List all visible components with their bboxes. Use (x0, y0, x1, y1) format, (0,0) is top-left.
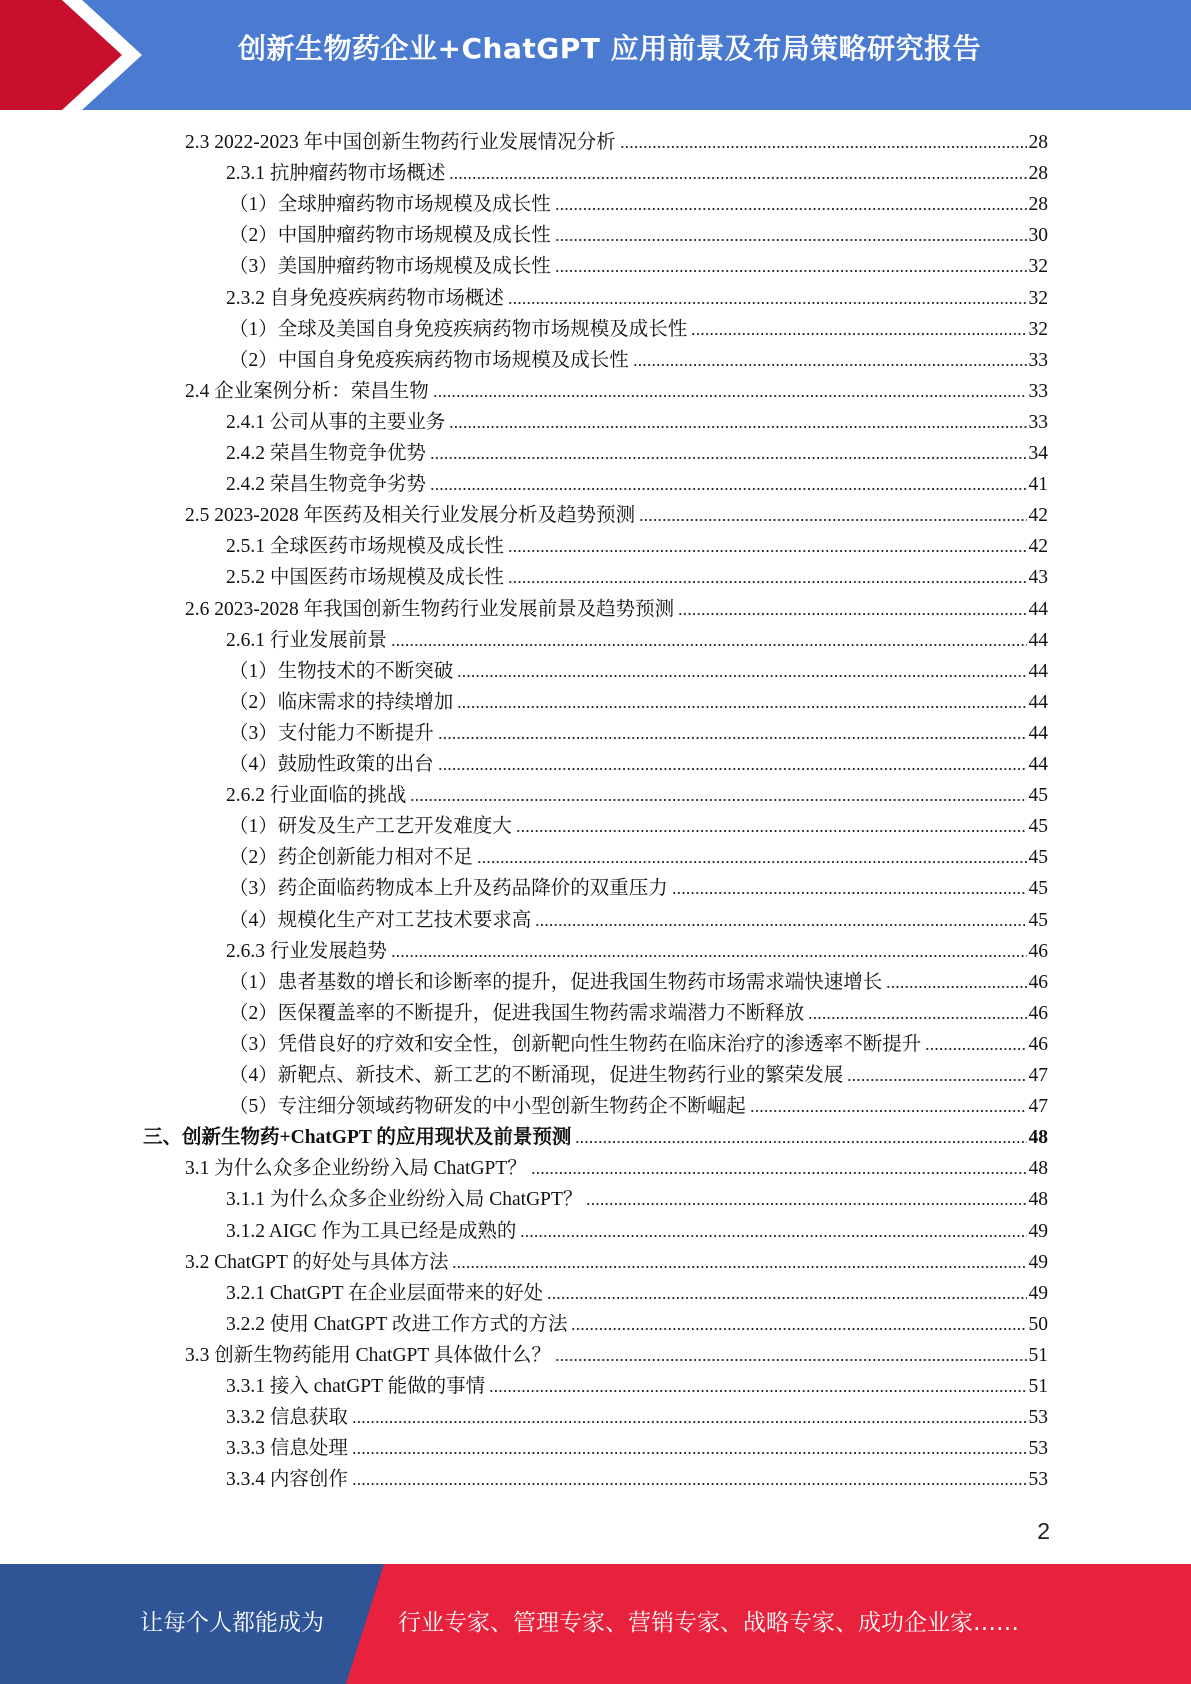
toc-entry-page: 46 (1028, 971, 1048, 993)
header-band (0, 0, 1191, 110)
toc-dot-leader (391, 953, 1027, 959)
toc-entry-title: 3.2.1 ChatGPT 在企业层面带来的好处 (226, 1282, 544, 1304)
toc-entry-title: 2.3.2 自身免疫疾病药物市场概述 (226, 287, 504, 309)
toc-dot-leader (847, 1077, 1026, 1083)
toc-entry-page: 45 (1028, 878, 1048, 900)
toc-entry-page: 28 (1028, 132, 1048, 153)
toc-entry[interactable] (226, 1308, 1048, 1339)
toc-entry-title: 2.6.1 行业发展前景 (226, 629, 387, 651)
toc-entry[interactable] (229, 655, 1048, 686)
toc-entry-title: 三、创新生物药+ChatGPT 的应用现状及前景预测 (143, 1127, 572, 1149)
toc-entry-title: 3.2 ChatGPT 的好处与具体方法 (185, 1251, 449, 1273)
toc-entry-title: （2）临床需求的持续增加 (229, 691, 454, 713)
toc-entry[interactable] (229, 250, 1048, 281)
toc-entry-page: 44 (1028, 629, 1048, 651)
toc-entry-title: 3.3.4 内容创作 (226, 1469, 348, 1491)
toc-entry[interactable] (226, 1401, 1048, 1432)
toc-entry-title: （2）中国肿瘤药物市场规模及成长性 (229, 225, 551, 247)
toc-dot-leader (678, 611, 1026, 617)
toc-entry-page: 44 (1028, 598, 1048, 620)
toc-dot-leader (438, 735, 1027, 741)
toc-entry-page: 32 (1028, 287, 1048, 309)
toc-entry-title: 2.4.2 荣昌生物竞争劣势 (226, 474, 426, 496)
toc-dot-leader (438, 766, 1027, 772)
toc-entry-page: 33 (1028, 380, 1048, 402)
toc-entry-page: 44 (1028, 754, 1048, 775)
toc-entry-title: 2.4 企业案例分析：荣昌生物 (185, 380, 429, 402)
toc-dot-leader (352, 1419, 1027, 1425)
toc-entry-title: （1）研发及生产工艺开发难度大 (229, 816, 512, 838)
toc-entry[interactable] (229, 686, 1048, 717)
toc-entry-page: 48 (1028, 1158, 1048, 1180)
toc-entry-title: 2.4.1 公司从事的主要业务 (226, 411, 446, 433)
toc-entry-title: 2.3.1 抗肿瘤药物市场概述 (226, 163, 446, 185)
toc-entry-title: 3.3 创新生物药能用 ChatGPT 具体做什么？ (185, 1344, 551, 1366)
toc-dot-leader (555, 1357, 1027, 1363)
toc-entry[interactable] (226, 437, 1048, 468)
page-number: 2 (1037, 1518, 1050, 1544)
toc-dot-leader (508, 300, 1027, 306)
toc-entry-page: 42 (1028, 536, 1048, 558)
toc-dot-leader (520, 1233, 1026, 1239)
toc-entry-title: 2.5 2023-2028 年医药及相关行业发展分析及趋势预测 (185, 505, 636, 527)
toc-entry-title: （2）医保覆盖率的不断提升，促进我国生物药需求端潜力不断释放 (229, 1002, 805, 1024)
header-red-block (0, 0, 122, 110)
toc-entry-page: 49 (1028, 1220, 1048, 1242)
toc-entry-title: （5）专注细分领域药物研发的中小型创新生物药企不断崛起 (229, 1096, 746, 1118)
toc-entry[interactable] (226, 157, 1048, 188)
toc-entry[interactable] (229, 966, 1048, 997)
toc-dot-leader (672, 890, 1027, 896)
toc-entry[interactable] (226, 530, 1048, 561)
toc-entry[interactable] (229, 872, 1048, 903)
footer-slogan-left: 让每个人都能成为 (140, 1610, 324, 1636)
toc-entry[interactable] (229, 313, 1048, 344)
toc-entry-title: 2.4.2 荣昌生物竞争优势 (226, 443, 426, 464)
toc-entry[interactable] (226, 935, 1048, 966)
toc-dot-leader (575, 1139, 1026, 1145)
toc-entry-page: 48 (1028, 1127, 1048, 1149)
toc-entry-page: 53 (1028, 1438, 1048, 1460)
toc-entry[interactable] (226, 1370, 1048, 1401)
toc-entry-title: （1）全球及美国自身免疫疾病药物市场规模及成长性 (229, 318, 688, 340)
toc-entry[interactable] (229, 188, 1048, 219)
toc-entry[interactable] (185, 375, 1048, 406)
toc-entry-title: （1）患者基数的增长和诊断率的提升，促进我国生物药市场需求端快速增长 (229, 971, 883, 993)
toc-dot-leader (457, 704, 1026, 710)
toc-entry-page: 44 (1028, 660, 1048, 682)
toc-dot-leader (535, 922, 1026, 928)
toc-entry-page: 45 (1028, 816, 1048, 838)
toc-entry-title: 2.5.2 中国医药市场规模及成长性 (226, 567, 504, 589)
toc-entry-title: （3）药企面临药物成本上升及药品降价的双重压力 (229, 878, 668, 900)
toc-entry[interactable] (226, 779, 1048, 810)
toc-entry[interactable] (226, 282, 1048, 313)
toc-entry-title: （2）中国自身免疫疾病药物市场规模及成长性 (229, 349, 629, 371)
toc-entry[interactable] (229, 1059, 1048, 1090)
toc-entry-page: 30 (1028, 225, 1048, 247)
footer-band (0, 1564, 1191, 1684)
toc-entry-page: 41 (1028, 474, 1048, 496)
toc-dot-leader (691, 331, 1026, 337)
toc-entry-title: 3.3.3 信息处理 (226, 1438, 348, 1460)
toc-dot-leader (352, 1450, 1027, 1456)
toc-entry-title: （1）生物技术的不断突破 (229, 660, 454, 682)
toc-entry-title: 3.2.2 使用 ChatGPT 改进工作方式的方法 (226, 1313, 568, 1335)
toc-entry[interactable] (229, 997, 1048, 1028)
toc-entry[interactable] (226, 1463, 1048, 1494)
toc-entry[interactable] (229, 748, 1048, 779)
toc-entry-title: 2.6.3 行业发展趋势 (226, 940, 387, 962)
toc-entry-page: 50 (1028, 1313, 1048, 1335)
toc-dot-leader (457, 673, 1026, 679)
toc-dot-leader (555, 268, 1027, 274)
toc-entry-title: （2）药企创新能力相对不足 (229, 847, 473, 869)
toc-entry-page: 48 (1028, 1189, 1048, 1211)
toc-dot-leader (391, 642, 1027, 648)
toc-entry-page: 53 (1028, 1407, 1048, 1429)
toc-entry-page: 45 (1028, 785, 1048, 807)
toc-dot-leader (433, 393, 1027, 399)
toc-entry-page: 33 (1028, 349, 1048, 371)
toc-entry-title: （4）鼓励性政策的出台 (229, 754, 434, 775)
toc-dot-leader (886, 984, 1026, 990)
toc-entry-title: 2.5.1 全球医药市场规模及成长性 (226, 536, 504, 558)
toc-entry[interactable] (229, 1090, 1048, 1121)
toc-entry[interactable] (143, 1121, 1048, 1152)
toc-entry[interactable] (226, 1183, 1048, 1214)
toc-dot-leader (449, 424, 1026, 430)
toc-entry-page: 47 (1028, 1096, 1048, 1118)
toc-entry-page: 34 (1028, 443, 1048, 464)
header-chevron-logo (0, 0, 160, 110)
toc-entry-page: 33 (1028, 411, 1048, 433)
toc-dot-leader (449, 175, 1026, 181)
toc-entry-page: 47 (1028, 1065, 1048, 1086)
toc-dot-leader (531, 1170, 1027, 1176)
toc-entry-page: 44 (1028, 722, 1048, 744)
toc-dot-leader (452, 1264, 1026, 1270)
toc-dot-leader (925, 1046, 1026, 1052)
toc-entry-page: 32 (1028, 256, 1048, 278)
toc-dot-leader (639, 517, 1026, 523)
toc-dot-leader (547, 1295, 1026, 1301)
toc-dot-leader (750, 1108, 1027, 1114)
toc-entry[interactable] (226, 1432, 1048, 1463)
toc-entry[interactable] (229, 219, 1048, 250)
toc-entry[interactable] (226, 406, 1048, 437)
document-title: 创新生物药企业+ChatGPT 应用前景及布局策略研究报告 (238, 32, 982, 65)
toc-dot-leader (430, 455, 1027, 461)
toc-entry-page: 49 (1028, 1251, 1048, 1273)
toc-entry-title: 2.6 2023-2028 年我国创新生物药行业发展前景及趋势预测 (185, 598, 675, 620)
toc-dot-leader (489, 1388, 1026, 1394)
toc-entry[interactable] (226, 468, 1048, 499)
toc-entry[interactable] (185, 593, 1048, 624)
toc-entry-page: 46 (1028, 940, 1048, 962)
toc-entry-page: 45 (1028, 847, 1048, 869)
toc-entry-page: 51 (1028, 1376, 1048, 1397)
toc-entry[interactable] (185, 126, 1048, 157)
toc-entry[interactable] (226, 624, 1048, 655)
toc-dot-leader (586, 1201, 1026, 1207)
toc-dot-leader (508, 548, 1027, 554)
toc-entry-title: 3.3.1 接入 chatGPT 能做的事情 (226, 1376, 486, 1397)
toc-entry-title: 3.1.2 AIGC 作为工具已经是成熟的 (226, 1220, 517, 1242)
toc-dot-leader (352, 1481, 1027, 1487)
toc-entry[interactable] (185, 1152, 1048, 1183)
toc-dot-leader (430, 486, 1027, 492)
toc-entry[interactable] (226, 561, 1048, 592)
toc-dot-leader (571, 1326, 1026, 1332)
toc-entry[interactable] (185, 1246, 1048, 1277)
toc-entry-page: 53 (1028, 1469, 1048, 1491)
toc-entry[interactable] (226, 1215, 1048, 1246)
toc-entry[interactable] (229, 1028, 1048, 1059)
toc-dot-leader (555, 206, 1027, 212)
toc-entry-page: 46 (1028, 1002, 1048, 1024)
toc-entry-page: 42 (1028, 505, 1048, 527)
toc-dot-leader (516, 828, 1027, 834)
toc-dot-leader (620, 144, 1027, 150)
toc-entry-page: 28 (1028, 163, 1048, 185)
toc-entry[interactable] (229, 904, 1048, 935)
toc-entry-page: 43 (1028, 567, 1048, 589)
toc-entry-page: 32 (1028, 318, 1048, 340)
toc-entry-title: （3）凭借良好的疗效和安全性，创新靶向性生物药在临床治疗的渗透率不断提升 (229, 1033, 922, 1055)
footer-slogan-right: 行业专家、管理专家、营销专家、战略专家、成功企业家…… (398, 1610, 1019, 1636)
toc-dot-leader (508, 579, 1027, 585)
toc-dot-leader (808, 1015, 1026, 1021)
toc-entry[interactable] (185, 1339, 1048, 1370)
toc-entry-title: （4）规模化生产对工艺技术要求高 (229, 909, 532, 931)
toc-dot-leader (410, 797, 1026, 803)
toc-entry-page: 49 (1028, 1282, 1048, 1304)
toc-dot-leader (555, 237, 1027, 243)
toc-dot-leader (477, 859, 1027, 865)
toc-entry-page: 46 (1028, 1033, 1048, 1055)
toc-entry-title: （4）新靶点、新技术、新工艺的不断涌现，促进生物药行业的繁荣发展 (229, 1065, 844, 1086)
toc-entry-page: 51 (1028, 1344, 1048, 1366)
toc-entry-title: （1）全球肿瘤药物市场规模及成长性 (229, 194, 551, 216)
toc-entry-title: （3）美国肿瘤药物市场规模及成长性 (229, 256, 551, 278)
toc-entry[interactable] (229, 810, 1048, 841)
toc-entry-title: （3）支付能力不断提升 (229, 722, 434, 744)
toc-entry[interactable] (229, 841, 1048, 872)
toc-entry[interactable] (185, 499, 1048, 530)
toc-entry[interactable] (229, 717, 1048, 748)
toc-entry-title: 2.6.2 行业面临的挑战 (226, 785, 407, 807)
toc-dot-leader (633, 362, 1027, 368)
toc-entry-title: 3.3.2 信息获取 (226, 1407, 348, 1429)
toc-entry-page: 45 (1028, 909, 1048, 931)
toc-entry-page: 28 (1028, 194, 1048, 216)
toc-entry[interactable] (226, 1277, 1048, 1308)
toc-entry-page: 44 (1028, 691, 1048, 713)
toc-entry-title: 3.1.1 为什么众多企业纷纷入局 ChatGPT？ (226, 1189, 583, 1211)
toc-entry[interactable] (229, 344, 1048, 375)
toc-entry-title: 3.1 为什么众多企业纷纷入局 ChatGPT？ (185, 1158, 527, 1180)
toc-entry-title: 2.3 2022-2023 年中国创新生物药行业发展情况分析 (185, 132, 616, 153)
